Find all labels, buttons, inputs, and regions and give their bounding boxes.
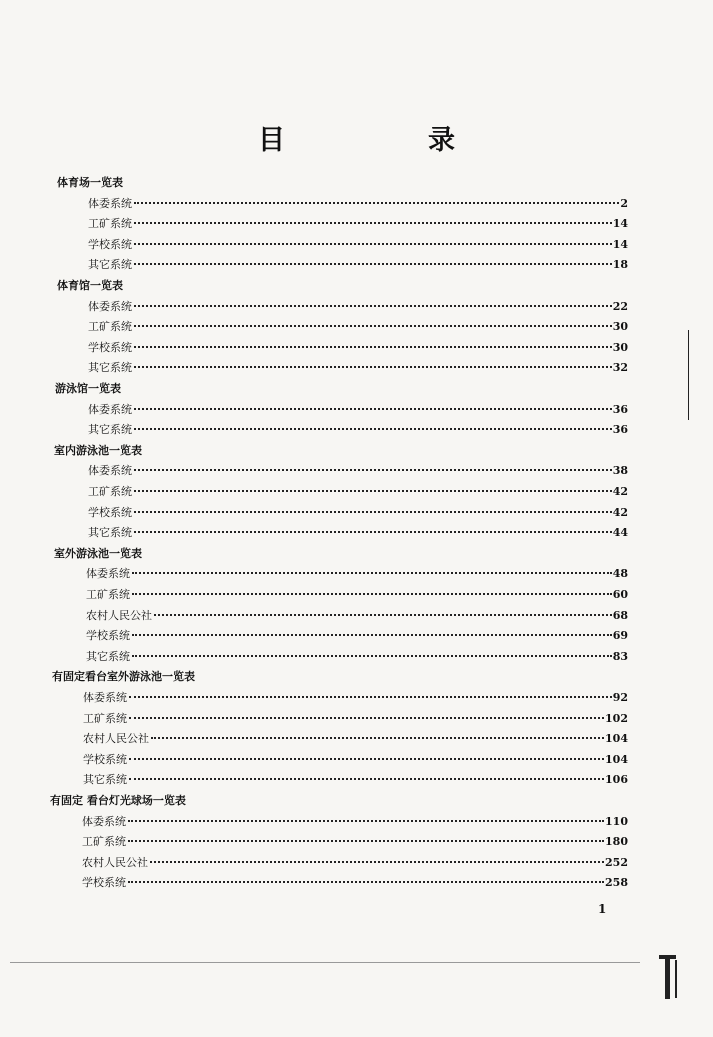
toc-entry-page: 92 xyxy=(612,691,628,704)
toc-entry xyxy=(86,565,628,581)
toc-entry xyxy=(88,195,628,211)
toc-entry-page: 44 xyxy=(612,526,628,540)
toc-entry-page: 22 xyxy=(612,299,628,313)
toc-entry-page: 38 xyxy=(612,464,628,478)
toc-entry-page: 106 xyxy=(605,773,628,787)
dot-leader xyxy=(134,365,612,368)
dot-leader xyxy=(134,304,612,307)
dot-leader xyxy=(134,242,612,245)
dot-leader xyxy=(132,571,612,574)
toc-entry xyxy=(86,607,628,623)
page-number: 1 xyxy=(598,902,607,916)
toc-entry xyxy=(88,298,628,314)
toc-entry-page: 2 xyxy=(620,196,628,210)
toc-entry-label: 学校系统 xyxy=(86,629,130,643)
toc-entry-page: 36 xyxy=(612,423,628,437)
toc-entry-page: 258 xyxy=(605,876,628,890)
dot-leader xyxy=(134,468,612,471)
dot-leader xyxy=(132,654,612,657)
toc-entry-label: 体委系统 xyxy=(88,196,132,210)
toc-entry-label: 其它系统 xyxy=(88,258,132,272)
dot-leader xyxy=(134,221,612,224)
dot-leader xyxy=(134,262,612,265)
dot-leader xyxy=(128,880,604,883)
dot-leader xyxy=(129,777,604,780)
page-title: 目 录 xyxy=(258,125,513,156)
toc-entry-page: 32 xyxy=(612,361,628,375)
dot-leader xyxy=(154,613,612,616)
section-heading: 有固定看台室外游泳池一览表 xyxy=(52,670,195,684)
dot-leader xyxy=(134,427,612,430)
toc-entry-page: 69 xyxy=(612,629,628,643)
toc-entry-page: 83 xyxy=(612,649,628,663)
dot-leader xyxy=(134,510,612,513)
section-heading: 体育馆一览表 xyxy=(57,279,123,292)
toc-entry-label: 工矿系统 xyxy=(88,485,132,498)
toc-entry xyxy=(88,462,628,478)
toc-entry xyxy=(88,359,628,375)
toc-entry xyxy=(86,648,628,664)
toc-entry xyxy=(88,401,628,417)
toc-entry xyxy=(88,236,628,252)
toc-entry-label: 体委系统 xyxy=(86,567,130,581)
toc-entry-label: 农村人民公社 xyxy=(82,855,148,869)
section-heading: 室内游泳池一览表 xyxy=(54,443,142,457)
scan-edge-mark xyxy=(688,330,689,420)
dot-leader xyxy=(128,839,604,842)
toc-entry-label: 工矿系统 xyxy=(86,588,130,601)
dot-leader xyxy=(134,201,619,204)
toc-entry-label: 工矿系统 xyxy=(88,320,132,334)
dot-leader xyxy=(129,757,604,760)
toc-entry-label: 体委系统 xyxy=(83,691,127,704)
toc-entry-label: 学校系统 xyxy=(88,505,132,519)
toc-entry xyxy=(88,215,628,231)
dot-leader xyxy=(128,819,604,822)
dot-leader xyxy=(150,860,604,863)
toc-entry-label: 学校系统 xyxy=(83,752,127,766)
toc-entry xyxy=(83,689,628,705)
dot-leader xyxy=(132,592,612,595)
toc-entry xyxy=(88,483,628,499)
toc-entry-page: 30 xyxy=(612,340,628,354)
section-heading: 室外游泳池一览表 xyxy=(54,546,142,560)
toc-entry xyxy=(88,524,628,540)
toc-entry-label: 体委系统 xyxy=(82,814,126,828)
toc-entry-label: 学校系统 xyxy=(82,876,126,890)
section-heading: 体育场一览表 xyxy=(57,176,123,189)
dot-leader xyxy=(134,530,612,533)
toc-entry xyxy=(83,751,628,767)
toc-entry-page: 110 xyxy=(605,814,628,828)
toc-entry xyxy=(88,318,628,334)
toc-entry-page: 36 xyxy=(612,402,628,416)
scan-edge-mark xyxy=(665,957,670,999)
toc-entry-label: 其它系统 xyxy=(83,773,127,787)
toc-entry-label: 体委系统 xyxy=(88,299,132,313)
toc-entry-label: 学校系统 xyxy=(88,237,132,251)
toc-entry-page: 14 xyxy=(612,217,628,231)
scan-edge-line xyxy=(10,962,640,963)
toc-entry xyxy=(82,833,628,849)
toc-entry-page: 180 xyxy=(605,835,628,849)
scan-edge-mark xyxy=(675,960,677,998)
dot-leader xyxy=(134,489,612,492)
toc-entry xyxy=(88,256,628,272)
toc-entry xyxy=(82,813,628,829)
toc-entry xyxy=(88,339,628,355)
toc-entry-label: 其它系统 xyxy=(88,423,132,437)
toc-entry xyxy=(82,874,628,890)
toc-entry-label: 体委系统 xyxy=(88,464,132,478)
toc-entry xyxy=(83,730,628,746)
dot-leader xyxy=(151,736,604,739)
toc-entry xyxy=(86,627,628,643)
dot-leader xyxy=(134,407,612,410)
toc-entry-page: 42 xyxy=(612,505,628,519)
dot-leader xyxy=(129,695,612,698)
section-heading: 有固定 看台灯光球场一览表 xyxy=(50,794,186,807)
toc-entry-page: 104 xyxy=(605,752,628,766)
dot-leader xyxy=(132,633,612,636)
toc-entry xyxy=(83,710,628,726)
toc-entry-label: 工矿系统 xyxy=(82,835,126,849)
toc-entry-label: 其它系统 xyxy=(88,526,132,540)
toc-entry-label: 工矿系统 xyxy=(88,217,132,231)
toc-entry-page: 18 xyxy=(612,258,628,272)
toc-entry-page: 102 xyxy=(605,711,628,725)
toc-entry xyxy=(86,586,628,602)
toc-entry xyxy=(82,854,628,870)
toc-entry xyxy=(83,771,628,787)
toc-entry-label: 其它系统 xyxy=(86,649,130,663)
dot-leader xyxy=(134,345,612,348)
toc-entry-page: 30 xyxy=(612,320,628,334)
toc-entry-label: 其它系统 xyxy=(88,361,132,375)
toc-entry-page: 14 xyxy=(612,237,628,251)
toc-entry xyxy=(88,421,628,437)
toc-entry-label: 农村人民公社 xyxy=(83,732,149,746)
toc-entry xyxy=(88,504,628,520)
toc-entry-page: 42 xyxy=(612,485,628,498)
toc-entry-label: 体委系统 xyxy=(88,402,132,416)
toc-entry-label: 学校系统 xyxy=(88,340,132,354)
toc-entry-page: 104 xyxy=(605,732,628,746)
dot-leader xyxy=(134,324,612,327)
dot-leader xyxy=(129,716,604,719)
toc-entry-page: 48 xyxy=(612,567,628,581)
toc-entry-label: 农村人民公社 xyxy=(86,608,152,622)
section-heading: 游泳馆一览表 xyxy=(55,382,121,395)
toc-entry-label: 工矿系统 xyxy=(83,711,127,725)
toc-entry-page: 68 xyxy=(612,608,628,622)
toc-entry-page: 252 xyxy=(605,855,628,869)
toc-entry-page: 60 xyxy=(612,588,628,601)
